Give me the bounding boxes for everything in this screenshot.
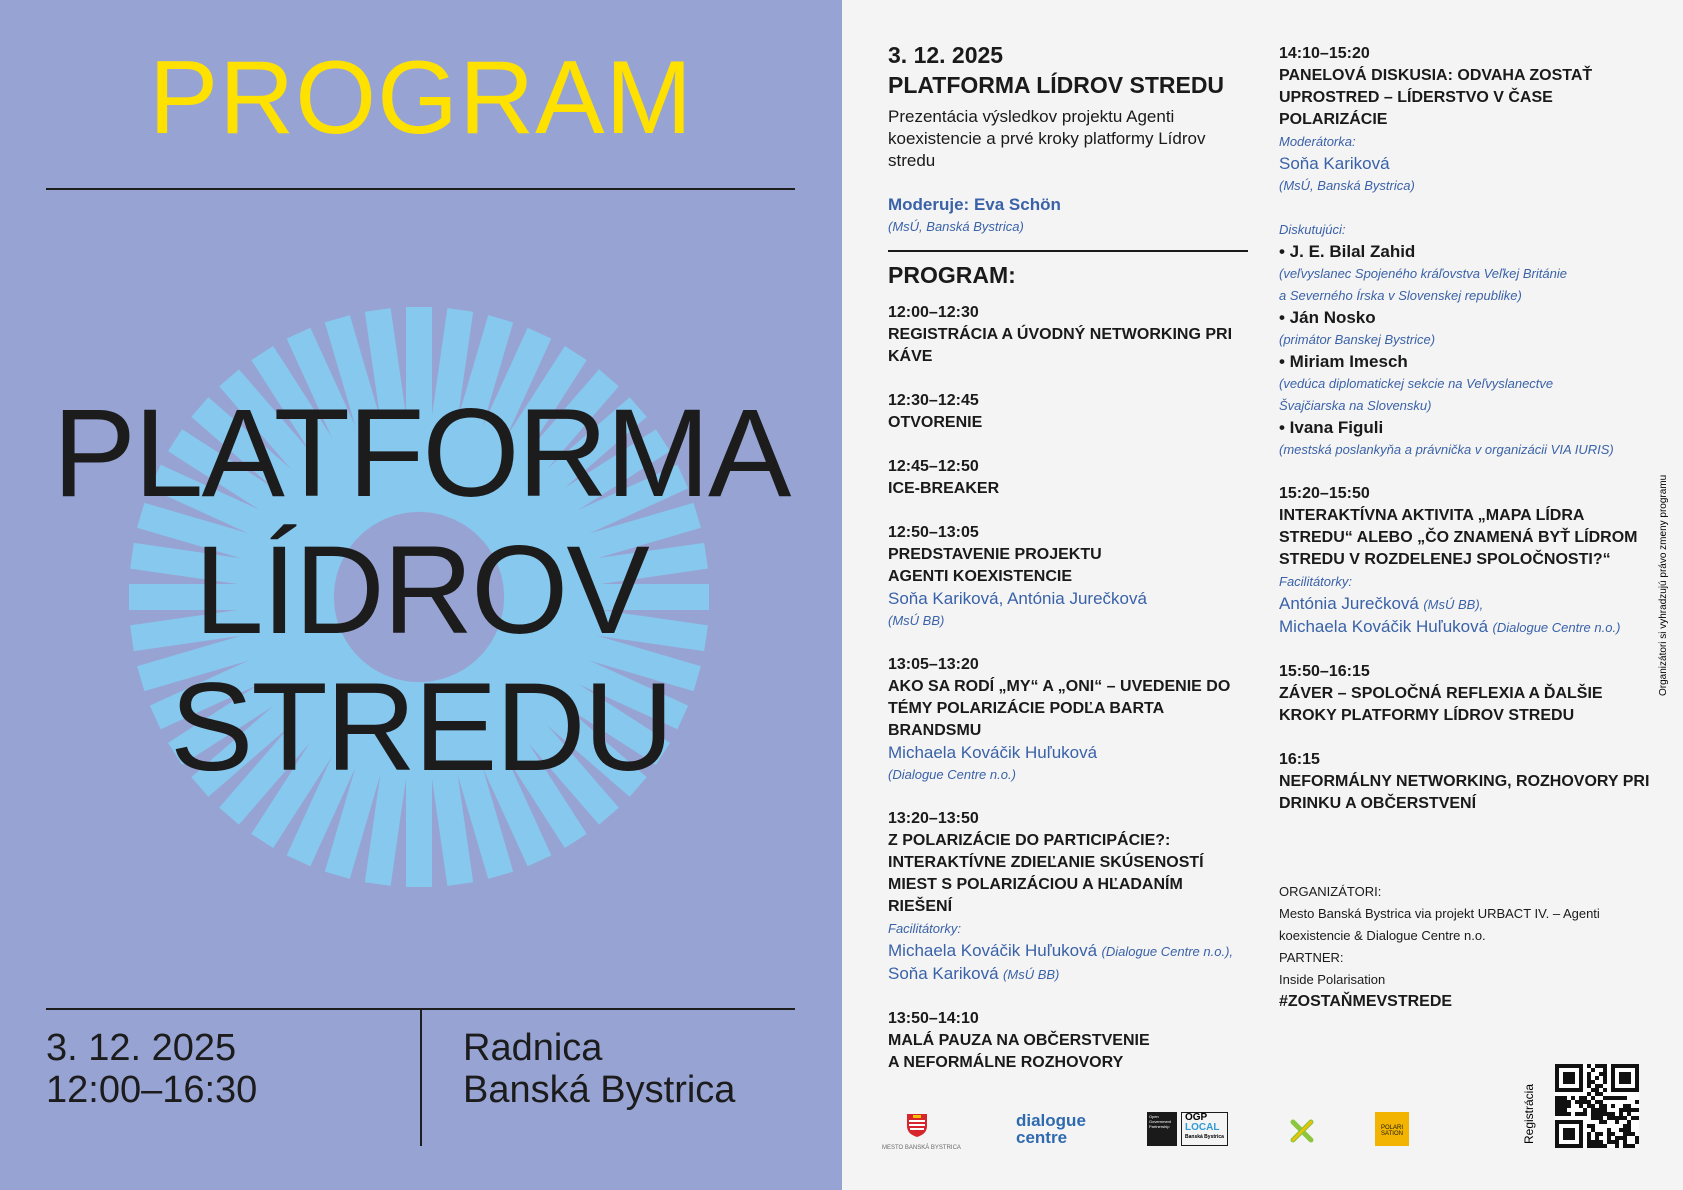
panelist-org: (primátor Banskej Bystrice) bbox=[1279, 332, 1436, 347]
facilitator-org: (MsÚ BB) bbox=[1003, 966, 1060, 982]
item-time: 12:50–13:05 bbox=[888, 523, 979, 541]
item-role: Facilitátorky: bbox=[888, 920, 961, 936]
item-title-line-2: A NEFORMÁLNE ROZHOVORY bbox=[888, 1053, 1124, 1071]
item-people: Soňa Kariková, Antónia Jurečková bbox=[888, 588, 1147, 608]
panelist-name: • Ján Nosko bbox=[1279, 308, 1376, 327]
panelist-org-line-1: (veľvyslanec Spojeného kráľovstva Veľkej Británie bbox=[1279, 266, 1567, 281]
program-item bbox=[1279, 749, 1654, 815]
program-item bbox=[888, 808, 1248, 986]
event-name-line-3: STREDU bbox=[170, 658, 672, 797]
facilitator-org: (Dialogue Centre n.o.), bbox=[1101, 943, 1234, 959]
item-title: Z POLARIZÁCIE DO PARTICIPÁCIE?: INTERAKTÍVNE ZDIEĽANIE SKÚSENOSTÍ MIEST S POLARIZÁCIOU A HĽADANÍM RIEŠENÍ bbox=[888, 831, 1204, 915]
panelist-org-line-2: a Severného Írska v Slovenskej republike) bbox=[1279, 288, 1522, 303]
program-item bbox=[888, 456, 1248, 500]
city-logo-caption: MESTO BANSKÁ BYSTRICA bbox=[882, 1145, 961, 1151]
item-role: Facilitátorky: bbox=[1279, 574, 1352, 589]
divider-vertical bbox=[420, 1010, 422, 1146]
dialogue-centre-logo bbox=[1016, 1112, 1086, 1146]
urbact-x-icon bbox=[1289, 1118, 1315, 1144]
program-column-1 bbox=[888, 40, 1248, 1074]
ogp-logo-line-1: OGP bbox=[1185, 1112, 1208, 1123]
item-title-line-2: AGENTI KOEXISTENCIE bbox=[888, 567, 1073, 585]
item-people: Michaela Kováčik Huľuková bbox=[888, 742, 1098, 762]
event-name-line-1: PLATFORMA bbox=[52, 384, 790, 523]
program-item bbox=[1279, 483, 1654, 639]
panelist-name: • J. E. Bilal Zahid bbox=[1279, 242, 1416, 261]
partner-name: Inside Polarisation bbox=[1279, 972, 1386, 987]
ogp-small-badge: Open Government Partnership bbox=[1147, 1112, 1177, 1146]
panelist-name: • Miriam Imesch bbox=[1279, 352, 1408, 371]
event-name bbox=[0, 385, 842, 796]
facilitator-name: Michaela Kováčik Huľuková bbox=[1279, 617, 1489, 636]
facilitator-2 bbox=[1279, 616, 1654, 639]
program-item bbox=[888, 522, 1248, 632]
program-heading: PROGRAM bbox=[148, 40, 694, 156]
divider-top bbox=[46, 188, 795, 190]
item-title-line-1: MALÁ PAUZA NA OBČERSTVENIE bbox=[888, 1031, 1150, 1049]
panel-role: Diskutujúci: bbox=[1279, 222, 1346, 237]
facilitator-name: Soňa Kariková bbox=[888, 963, 999, 983]
item-title: ZÁVER – SPOLOČNÁ REFLEXIA A ĎALŠIE KROKY PLATFORMY LÍDROV STREDU bbox=[1279, 685, 1603, 724]
program-item bbox=[1279, 43, 1654, 461]
city-crest-icon bbox=[905, 1112, 929, 1138]
item-people-org: (Dialogue Centre n.o.) bbox=[888, 766, 1016, 782]
item-time: 16:15 bbox=[1279, 751, 1320, 768]
item-people-org: (MsÚ BB) bbox=[888, 612, 945, 628]
item-time: 15:20–15:50 bbox=[1279, 485, 1370, 502]
program-panel bbox=[842, 0, 1683, 1190]
program-item bbox=[888, 654, 1248, 786]
dialogue-logo-line-1: dialogue bbox=[1016, 1111, 1086, 1130]
urbact-logo bbox=[1289, 1118, 1315, 1149]
program-item bbox=[888, 390, 1248, 434]
hashtag: #ZOSTAŇMEVSTREDE bbox=[1279, 993, 1453, 1010]
item-title: REGISTRÁCIA A ÚVODNÝ NETWORKING PRI KÁVE bbox=[888, 325, 1233, 365]
facilitator-1 bbox=[888, 940, 1248, 963]
registration-label: Registrácia bbox=[1522, 1083, 1536, 1144]
item-title: NEFORMÁLNY NETWORKING, ROZHOVORY PRI DRINKU A OBČERSTVENÍ bbox=[1279, 773, 1650, 812]
item-time: 12:45–12:50 bbox=[888, 457, 979, 475]
ogp-logo-line-2: LOCAL bbox=[1185, 1122, 1220, 1133]
event-venue bbox=[463, 1027, 735, 1111]
item-title: AKO SA RODÍ „MY“ A „ONI“ – UVEDENIE DO TÉMY POLARIZÁCIE PODĽA BARTA BRANDSMU bbox=[888, 677, 1231, 739]
panelist-org: (mestská poslankyňa a právnička v organizácii VIA IURIS) bbox=[1279, 442, 1614, 457]
item-title: PANELOVÁ DISKUSIA: ODVAHA ZOSTAŤ UPROSTRED – LÍDERSTVO V ČASE POLARIZÁCIE bbox=[1279, 67, 1593, 128]
moderator-name: Soňa Kariková bbox=[1279, 154, 1390, 173]
ogp-logo-line-3: Banská Bystrica bbox=[1185, 1134, 1224, 1140]
panelist-name: • Ivana Figuli bbox=[1279, 418, 1384, 437]
panelist-org-line-1: (vedúca diplomatickej sekcie na Veľvyslanectve bbox=[1279, 376, 1554, 391]
dialogue-logo-line-2: centre bbox=[1016, 1128, 1068, 1147]
inside-polarisation-logo bbox=[1375, 1112, 1409, 1146]
event-date: 3. 12. 2025 bbox=[46, 1027, 237, 1069]
facilitator-1 bbox=[1279, 593, 1654, 616]
section-divider bbox=[888, 250, 1248, 252]
city-logo bbox=[882, 1112, 961, 1151]
event-time: 12:00–16:30 bbox=[46, 1069, 258, 1111]
organizers-block bbox=[1279, 881, 1654, 1013]
disclaimer-note: Organizátori si vyhradzujú právo zmeny programu bbox=[1658, 474, 1669, 696]
ogp-local-logo bbox=[1147, 1112, 1228, 1148]
moderator-org: (MsÚ, Banská Bystrica) bbox=[888, 219, 1024, 234]
venue-line-2: Banská Bystrica bbox=[463, 1069, 736, 1111]
header-date: 3. 12. 2025 bbox=[888, 42, 1004, 68]
item-time: 15:50–16:15 bbox=[1279, 663, 1370, 680]
item-time: 12:30–12:45 bbox=[888, 391, 979, 409]
item-time: 12:00–12:30 bbox=[888, 303, 979, 321]
program-item bbox=[888, 302, 1248, 368]
program-column-2 bbox=[1279, 40, 1654, 1013]
panelist-org-line-2: Švajčiarska na Slovensku) bbox=[1279, 398, 1432, 413]
moderator-role: Moderátorka: bbox=[1279, 134, 1356, 149]
event-datetime bbox=[46, 1027, 257, 1111]
facilitator-name: Antónia Jurečková bbox=[1279, 594, 1419, 613]
item-time: 13:20–13:50 bbox=[888, 809, 979, 827]
registration-qr-code[interactable] bbox=[1555, 1064, 1639, 1148]
header-intro: Prezentácia výsledkov projektu Agenti koexistencie a prvé kroky platformy Lídrov stredu bbox=[888, 107, 1206, 170]
item-title: INTERAKTÍVNA AKTIVITA „MAPA LÍDRA STREDU“ ALEBO „ČO ZNAMENÁ BYŤ LÍDROM STREDU V ROZDELENEJ SPOLOČNOSTI?“ bbox=[1279, 507, 1638, 568]
item-time: 14:10–15:20 bbox=[1279, 45, 1370, 62]
moderator-label: Moderuje: Eva Schön bbox=[888, 195, 1061, 214]
organizers-text: Mesto Banská Bystrica via projekt URBACT IV. – Agenti koexistencie & Dialogue Centre n.o. bbox=[1279, 906, 1600, 943]
item-title-line-1: PREDSTAVENIE PROJEKTU bbox=[888, 545, 1102, 563]
item-time: 13:50–14:10 bbox=[888, 1009, 979, 1027]
partner-label: PARTNER: bbox=[1279, 950, 1344, 965]
item-title: ICE-BREAKER bbox=[888, 479, 1000, 497]
facilitator-org: (Dialogue Centre n.o.) bbox=[1492, 620, 1621, 635]
venue-line-1: Radnica bbox=[463, 1027, 603, 1069]
program-subheading: PROGRAM: bbox=[888, 261, 1016, 288]
item-title: OTVORENIE bbox=[888, 413, 983, 431]
item-time: 13:05–13:20 bbox=[888, 655, 979, 673]
polarisation-logo-line-2: SATION bbox=[1381, 1131, 1403, 1137]
organizers-label: ORGANIZÁTORI: bbox=[1279, 884, 1382, 899]
polarisation-logo-line-1: POLARI bbox=[1380, 1125, 1403, 1131]
facilitator-org: (MsÚ BB), bbox=[1423, 597, 1484, 612]
moderator-org: (MsÚ, Banská Bystrica) bbox=[1279, 178, 1415, 193]
program-item bbox=[1279, 661, 1654, 727]
header-title: PLATFORMA LÍDROV STREDU bbox=[888, 72, 1225, 98]
facilitator-name: Michaela Kováčik Huľuková bbox=[888, 940, 1098, 960]
facilitator-2 bbox=[888, 963, 1248, 986]
event-name-line-2: LÍDROV bbox=[194, 521, 648, 660]
program-item bbox=[888, 1008, 1248, 1074]
